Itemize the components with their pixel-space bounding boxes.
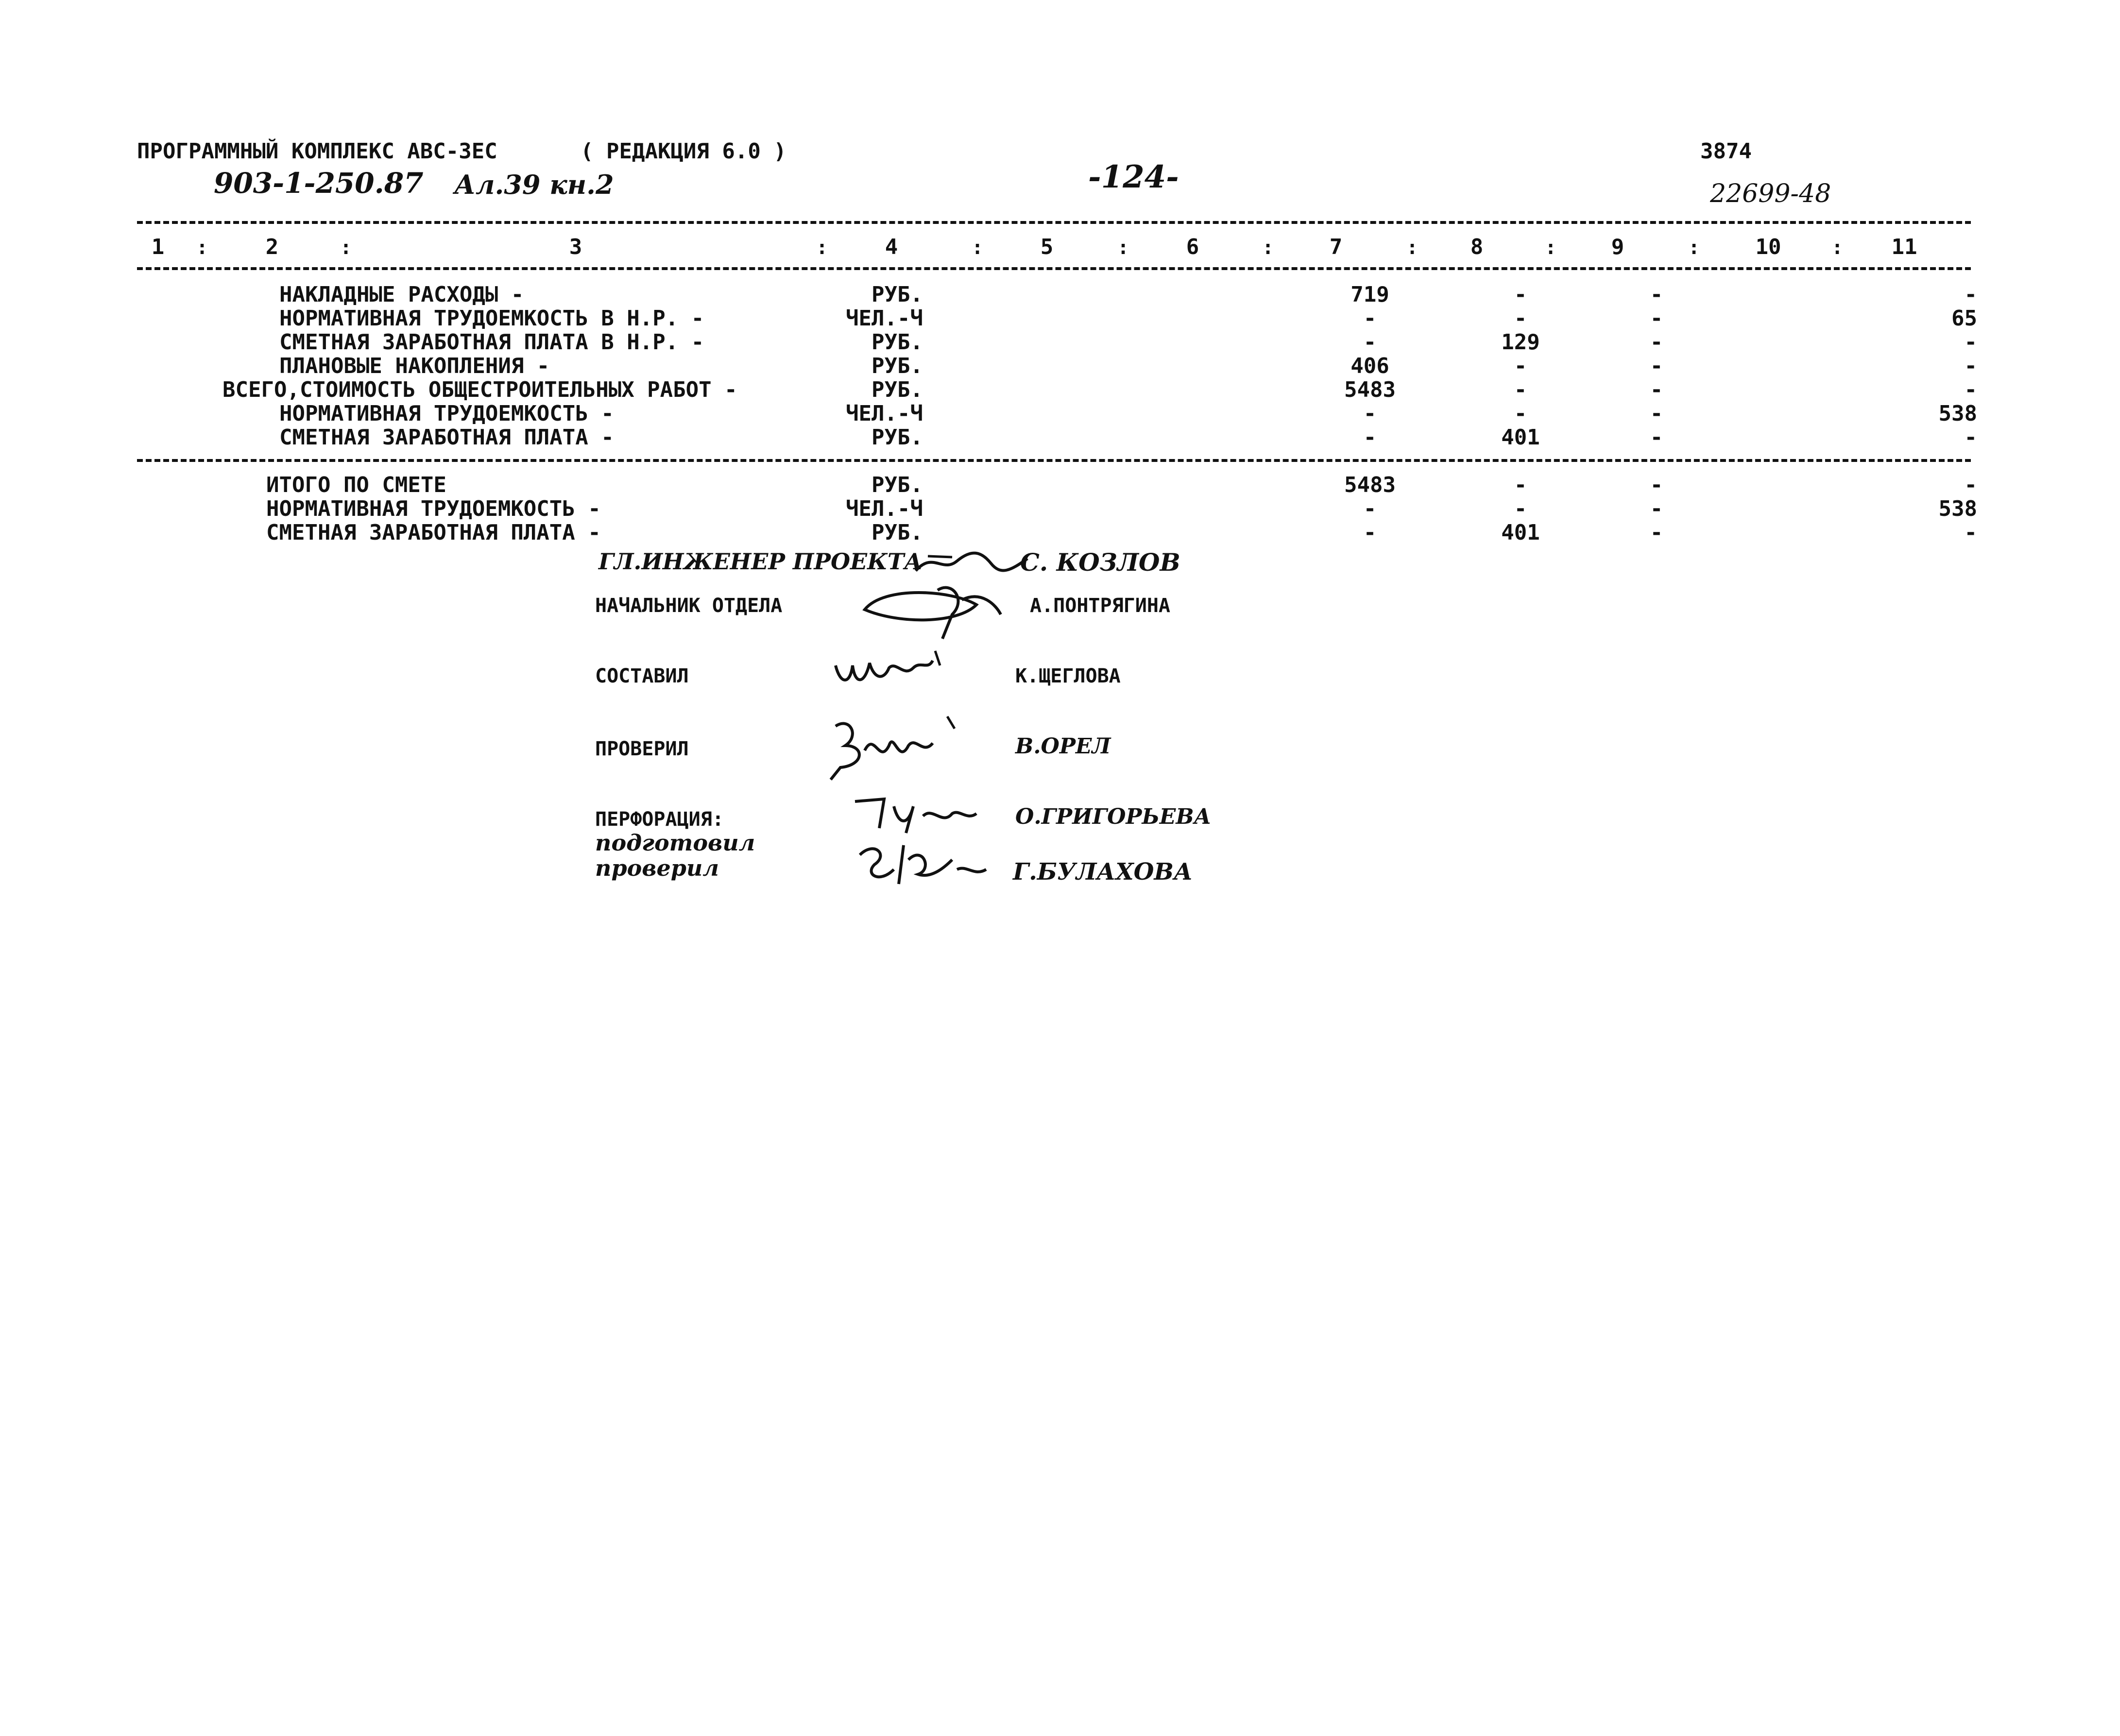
column-number: 6 [1186,235,1199,259]
table-row [0,426,2120,449]
column-separator: : [1117,237,1129,259]
cell-col8: - [1514,306,1527,331]
row-unit: РУБ. [872,377,923,402]
cell-col8: - [1514,354,1527,378]
cell-col9: - [1650,377,1663,402]
column-number: 5 [1040,235,1054,259]
row-unit: ЧЕЛ.-Ч [846,496,923,521]
row-label: СМЕТНАЯ ЗАРАБОТНАЯ ПЛАТА - [279,425,614,450]
row-unit: РУБ. [872,330,923,355]
cell-col11: 538 [1938,401,1977,426]
chief-engineer-name: С. КОЗЛОВ [1020,548,1180,577]
column-separator: : [1688,237,1700,259]
row-label: ИТОГО ПО СМЕТЕ [266,473,446,497]
column-number: 8 [1470,235,1484,259]
prepared-label: подготовил [595,830,755,856]
cell-col9: - [1650,330,1663,355]
column-header-rule [137,267,1971,270]
table-row [0,378,2120,402]
cell-col8: 401 [1501,520,1540,545]
row-unit: РУБ. [872,282,923,307]
table-row [0,497,2120,521]
cell-col7: - [1363,496,1377,521]
column-separator: : [1545,237,1557,259]
cell-col7: - [1363,330,1377,355]
cell-col7: 719 [1351,282,1389,307]
table-row [0,474,2120,497]
column-separator: : [972,237,984,259]
cell-col7: - [1363,306,1377,331]
cell-col9: - [1650,425,1663,450]
column-separator: : [1831,237,1844,259]
column-number: 9 [1611,235,1624,259]
table-row [0,355,2120,378]
registry-number: 22699-48 [1710,179,1831,208]
row-label: НОРМАТИВНАЯ ТРУДОЕМКОСТЬ - [266,496,601,521]
verified-label: проверил [595,855,719,881]
dept-head-label: НАЧАЛЬНИК ОТДЕЛА [595,595,783,617]
perforation-name: О.ГРИГОРЬЕВА [1015,804,1212,829]
cell-col11: - [1964,377,1977,402]
dept-head-name: А.ПОНТРЯГИНА [1030,595,1170,617]
cell-col9: - [1650,282,1663,307]
cell-col11: - [1964,330,1977,355]
chief-engineer-label: ГЛ.ИНЖЕНЕР ПРОЕКТА [598,548,923,575]
top-right-number: 3874 [1700,139,1752,164]
cell-col8: 129 [1501,330,1540,355]
cell-col8: - [1514,401,1527,426]
cell-col9: - [1650,496,1663,521]
cell-col8: 401 [1501,425,1540,450]
row-label: НОРМАТИВНАЯ ТРУДОЕМКОСТЬ - [279,401,614,426]
column-number: 10 [1755,235,1781,259]
column-number: 7 [1329,235,1343,259]
cell-col11: - [1964,354,1977,378]
cell-col7: - [1363,520,1377,545]
row-unit: РУБ. [872,425,923,450]
row-label: СМЕТНАЯ ЗАРАБОТНАЯ ПЛАТА В Н.Р. - [279,330,704,355]
cell-col11: - [1964,282,1977,307]
row-label: НОРМАТИВНАЯ ТРУДОЕМКОСТЬ В Н.Р. - [279,306,704,331]
page-number: -124- [1088,159,1179,195]
cell-col11: - [1964,473,1977,497]
compiled-name: К.ЩЕГЛОВА [1015,665,1121,687]
checked-name: В.ОРЕЛ [1015,734,1111,759]
perforation-signature [845,792,981,835]
cell-col8: - [1514,496,1527,521]
edition-label: ( РЕДАКЦИЯ 6.0 ) [581,139,786,164]
cell-col11: - [1964,520,1977,545]
column-number: 3 [569,235,582,259]
column-separator: : [1262,237,1274,259]
cell-col11: 65 [1951,306,1977,331]
cell-col8: - [1514,473,1527,497]
verified-signature [850,835,991,889]
row-label: ПЛАНОВЫЕ НАКОПЛЕНИЯ - [279,354,550,378]
cell-col9: - [1650,306,1663,331]
column-separator: : [196,237,208,259]
cell-col7: 5483 [1344,473,1396,497]
row-unit: ЧЕЛ.-Ч [846,401,923,426]
cell-col7: 5483 [1344,377,1396,402]
column-separator: : [816,237,828,259]
column-separator: : [340,237,352,259]
section-divider-rule [137,459,1971,462]
cell-col8: - [1514,282,1527,307]
checked-label: ПРОВЕРИЛ [595,738,689,760]
document-code: 903-1-250.87 [214,167,424,200]
column-separator: : [1406,237,1419,259]
cell-col9: - [1650,354,1663,378]
row-unit: РУБ. [872,520,923,545]
table-row [0,521,2120,545]
cell-col7: - [1363,401,1377,426]
table-row [0,283,2120,306]
table-row [0,307,2120,330]
column-number: 1 [151,235,165,259]
program-title: ПРОГРАММНЫЙ КОМПЛЕКС АВС-3ЕС [137,139,497,164]
compiled-label: СОСТАВИЛ [595,665,689,687]
row-label: ВСЕГО,СТОИМОСТЬ ОБЩЕСТРОИТЕЛЬНЫХ РАБОТ - [222,377,737,402]
cell-col9: - [1650,520,1663,545]
cell-col7: 406 [1351,354,1389,378]
table-top-rule [137,221,1971,224]
cell-col9: - [1650,401,1663,426]
cell-col8: - [1514,377,1527,402]
row-label: СМЕТНАЯ ЗАРАБОТНАЯ ПЛАТА - [266,520,601,545]
sheet-reference: Ал.39 кн.2 [454,169,614,200]
column-number: 4 [885,235,898,259]
verified-name: Г.БУЛАХОВА [1013,858,1193,885]
cell-col11: 538 [1938,496,1977,521]
cell-col11: - [1964,425,1977,450]
row-label: НАКЛАДНЫЕ РАСХОДЫ - [279,282,524,307]
table-row [0,331,2120,354]
cell-col7: - [1363,425,1377,450]
row-unit: РУБ. [872,473,923,497]
cell-col9: - [1650,473,1663,497]
row-unit: ЧЕЛ.-Ч [846,306,923,331]
perforation-label: ПЕРФОРАЦИЯ: [595,808,724,831]
dept-head-signature [855,571,1010,644]
table-row [0,402,2120,425]
row-unit: РУБ. [872,354,923,378]
compiled-signature [831,641,957,695]
checked-signature [821,712,962,784]
column-number: 2 [265,235,279,259]
column-number: 11 [1891,235,1917,259]
